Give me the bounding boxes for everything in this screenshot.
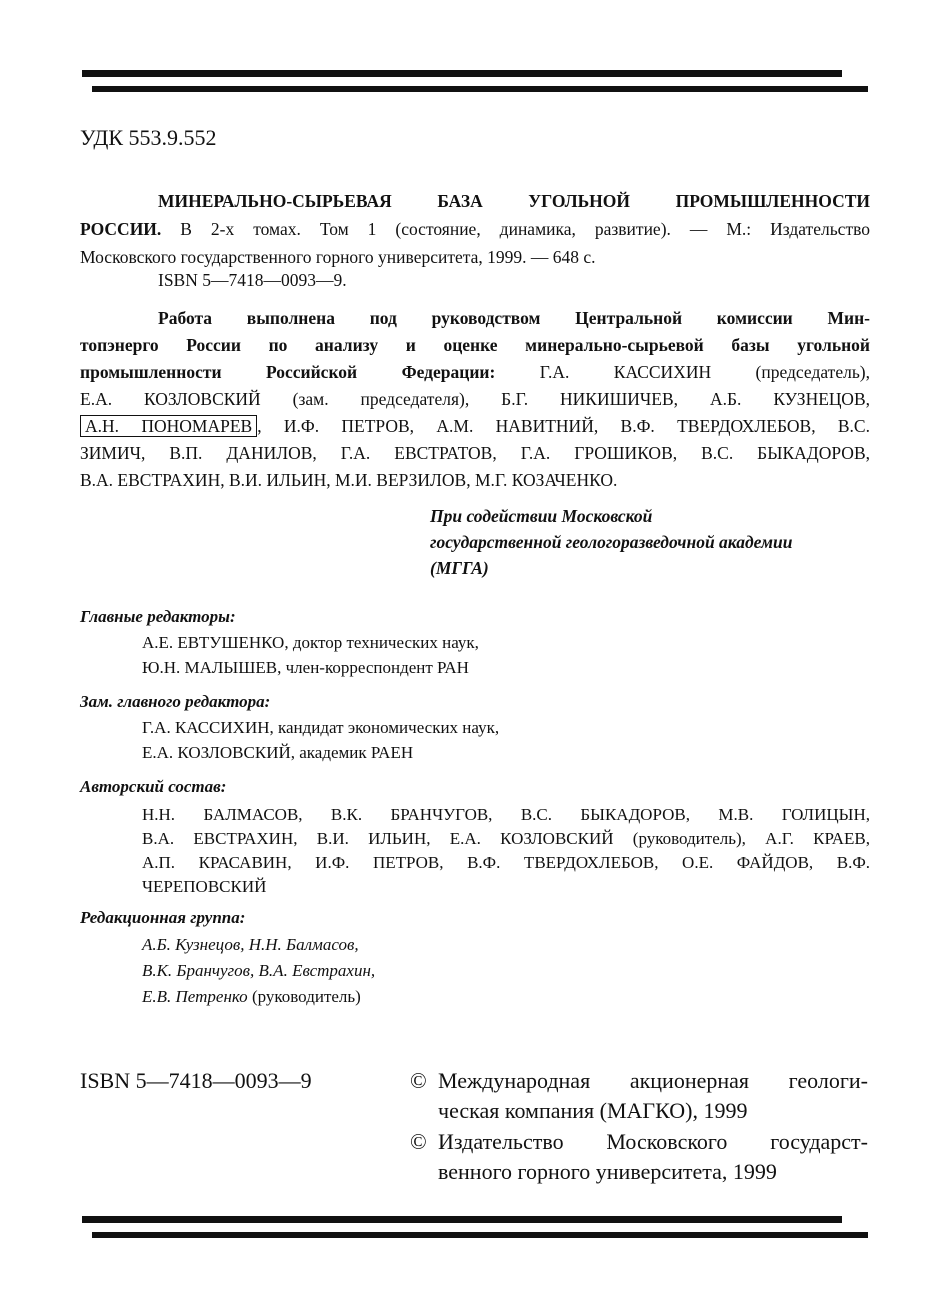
top-rule-2 — [92, 86, 868, 92]
copyright-magko-line-2: ческая компания (МАГКО), 1999 — [438, 1098, 748, 1123]
boxed-author-name: А.Н. ПОНОМАРЕВ — [80, 415, 257, 437]
copyright-icon: © — [410, 1068, 427, 1093]
support-note — [430, 503, 792, 581]
chief-editor-1: А.Е. ЕВТУШЕНКО, доктор технических наук, — [142, 633, 479, 652]
deputy-editor-1: Г.А. КАССИХИН, кандидат экономических наук, — [142, 718, 500, 737]
authors-line-2: топэнерго России по анализу и оценке минерально-сырьевой базы угольной — [80, 335, 870, 355]
deputy-editors-title: Зам. главного редактора: — [80, 692, 271, 711]
authors-line-3 — [80, 359, 870, 386]
book-volume-info: В 2-х томах. Том 1 (состояние, динамика, развитие). — М.: Издательство — [180, 219, 870, 239]
chief-editors-title: Главные редакторы: — [80, 607, 236, 626]
author-team-title: Авторский состав: — [80, 777, 227, 796]
udk-code: УДК 553.9.552 — [80, 125, 217, 150]
authors-line-5-rest: , И.Ф. ПЕТРОВ, А.М. НАВИТНИЙ, В.Ф. ТВЕРДОХЛЕБОВ, В.С. — [257, 416, 870, 436]
isbn-record: ISBN 5—7418—0093—9. — [158, 270, 347, 290]
copyright-magko-line-1: Международная акционерная геологи- — [438, 1068, 868, 1093]
authors-line-5 — [80, 413, 870, 440]
editorial-group-line-3 — [142, 987, 361, 1007]
authors-paragraph — [80, 305, 870, 494]
top-rule-1 — [82, 70, 842, 77]
editorial-group-leader: Е.В. Петренко — [142, 987, 248, 1006]
book-publisher: Московского государственного горного университета, 1999. — 648 с. — [80, 247, 596, 267]
editorial-group-line-1: А.Б. Кузнецов, Н.Н. Балмасов, — [142, 935, 359, 954]
editorial-group-leader-role: (руководитель) — [251, 987, 361, 1006]
commission-name: промышленности Российской Федерации: — [80, 362, 496, 382]
book-title-end: РОССИИ. — [80, 219, 162, 239]
authors-line-1: Работа выполнена под руководством Центральной комиссии Мин- — [158, 308, 870, 328]
editorial-group-title: Редакционная группа: — [80, 908, 246, 927]
copyright-publisher-line-2: венного горного университета, 1999 — [438, 1159, 777, 1184]
authors-line-6: ЗИМИЧ, В.П. ДАНИЛОВ, Г.А. ЕВСТРАТОВ, Г.А. ГРОШИКОВ, В.С. БЫКАДОРОВ, — [80, 443, 870, 463]
book-title: МИНЕРАЛЬНО-СЫРЬЕВАЯ БАЗА УГОЛЬНОЙ ПРОМЫШЛЕННОСТИ — [158, 191, 870, 211]
deputy-editor-2: Е.А. КОЗЛОВСКИЙ, академик РАЕН — [142, 743, 414, 762]
chairman-name: Г.А. КАССИХИН (председатель), — [539, 362, 871, 382]
copyright-publisher-line-1: Издательство Московского государст- — [438, 1129, 868, 1154]
author-team-line-1: Н.Н. БАЛМАСОВ, В.К. БРАНЧУГОВ, В.С. БЫКАДОРОВ, М.В. ГОЛИЦЫН, — [142, 805, 870, 824]
support-line-2: государственной геологоразведочной академии — [430, 532, 793, 552]
chief-editor-2: Ю.Н. МАЛЫШЕВ, член-корреспондент РАН — [142, 658, 469, 677]
support-line-1: При содействии Московской — [430, 506, 653, 526]
footer-isbn: ISBN 5—7418—0093—9 — [80, 1068, 312, 1093]
authors-line-7: В.А. ЕВСТРАХИН, В.И. ИЛЬИН, М.И. ВЕРЗИЛОВ, М.Г. КОЗАЧЕНКО. — [80, 470, 618, 490]
copyright-icon: © — [410, 1129, 427, 1154]
bottom-rule-1 — [82, 1216, 842, 1223]
bottom-rule-2 — [92, 1232, 868, 1238]
author-team-line-2: В.А. ЕВСТРАХИН, В.И. ИЛЬИН, Е.А. КОЗЛОВСКИЙ (руководитель), А.Г. КРАЕВ, — [142, 829, 870, 848]
authors-line-4: Е.А. КОЗЛОВСКИЙ (зам. председателя), Б.Г. НИКИШИЧЕВ, А.Б. КУЗНЕЦОВ, — [80, 389, 870, 409]
author-team-line-3: А.П. КРАСАВИН, И.Ф. ПЕТРОВ, В.Ф. ТВЕРДОХЛЕБОВ, О.Е. ФАЙДОВ, В.Ф. — [142, 853, 870, 872]
copyright-publisher — [410, 1127, 870, 1187]
editorial-group-line-2: В.К. Бранчугов, В.А. Евстрахин, — [142, 961, 376, 980]
author-team-list — [142, 803, 870, 899]
bibliographic-record — [80, 187, 870, 271]
author-team-line-4: ЧЕРЕПОВСКИЙ — [142, 877, 267, 896]
support-line-3: (МГГА) — [430, 558, 489, 578]
copyright-magko — [410, 1066, 870, 1126]
